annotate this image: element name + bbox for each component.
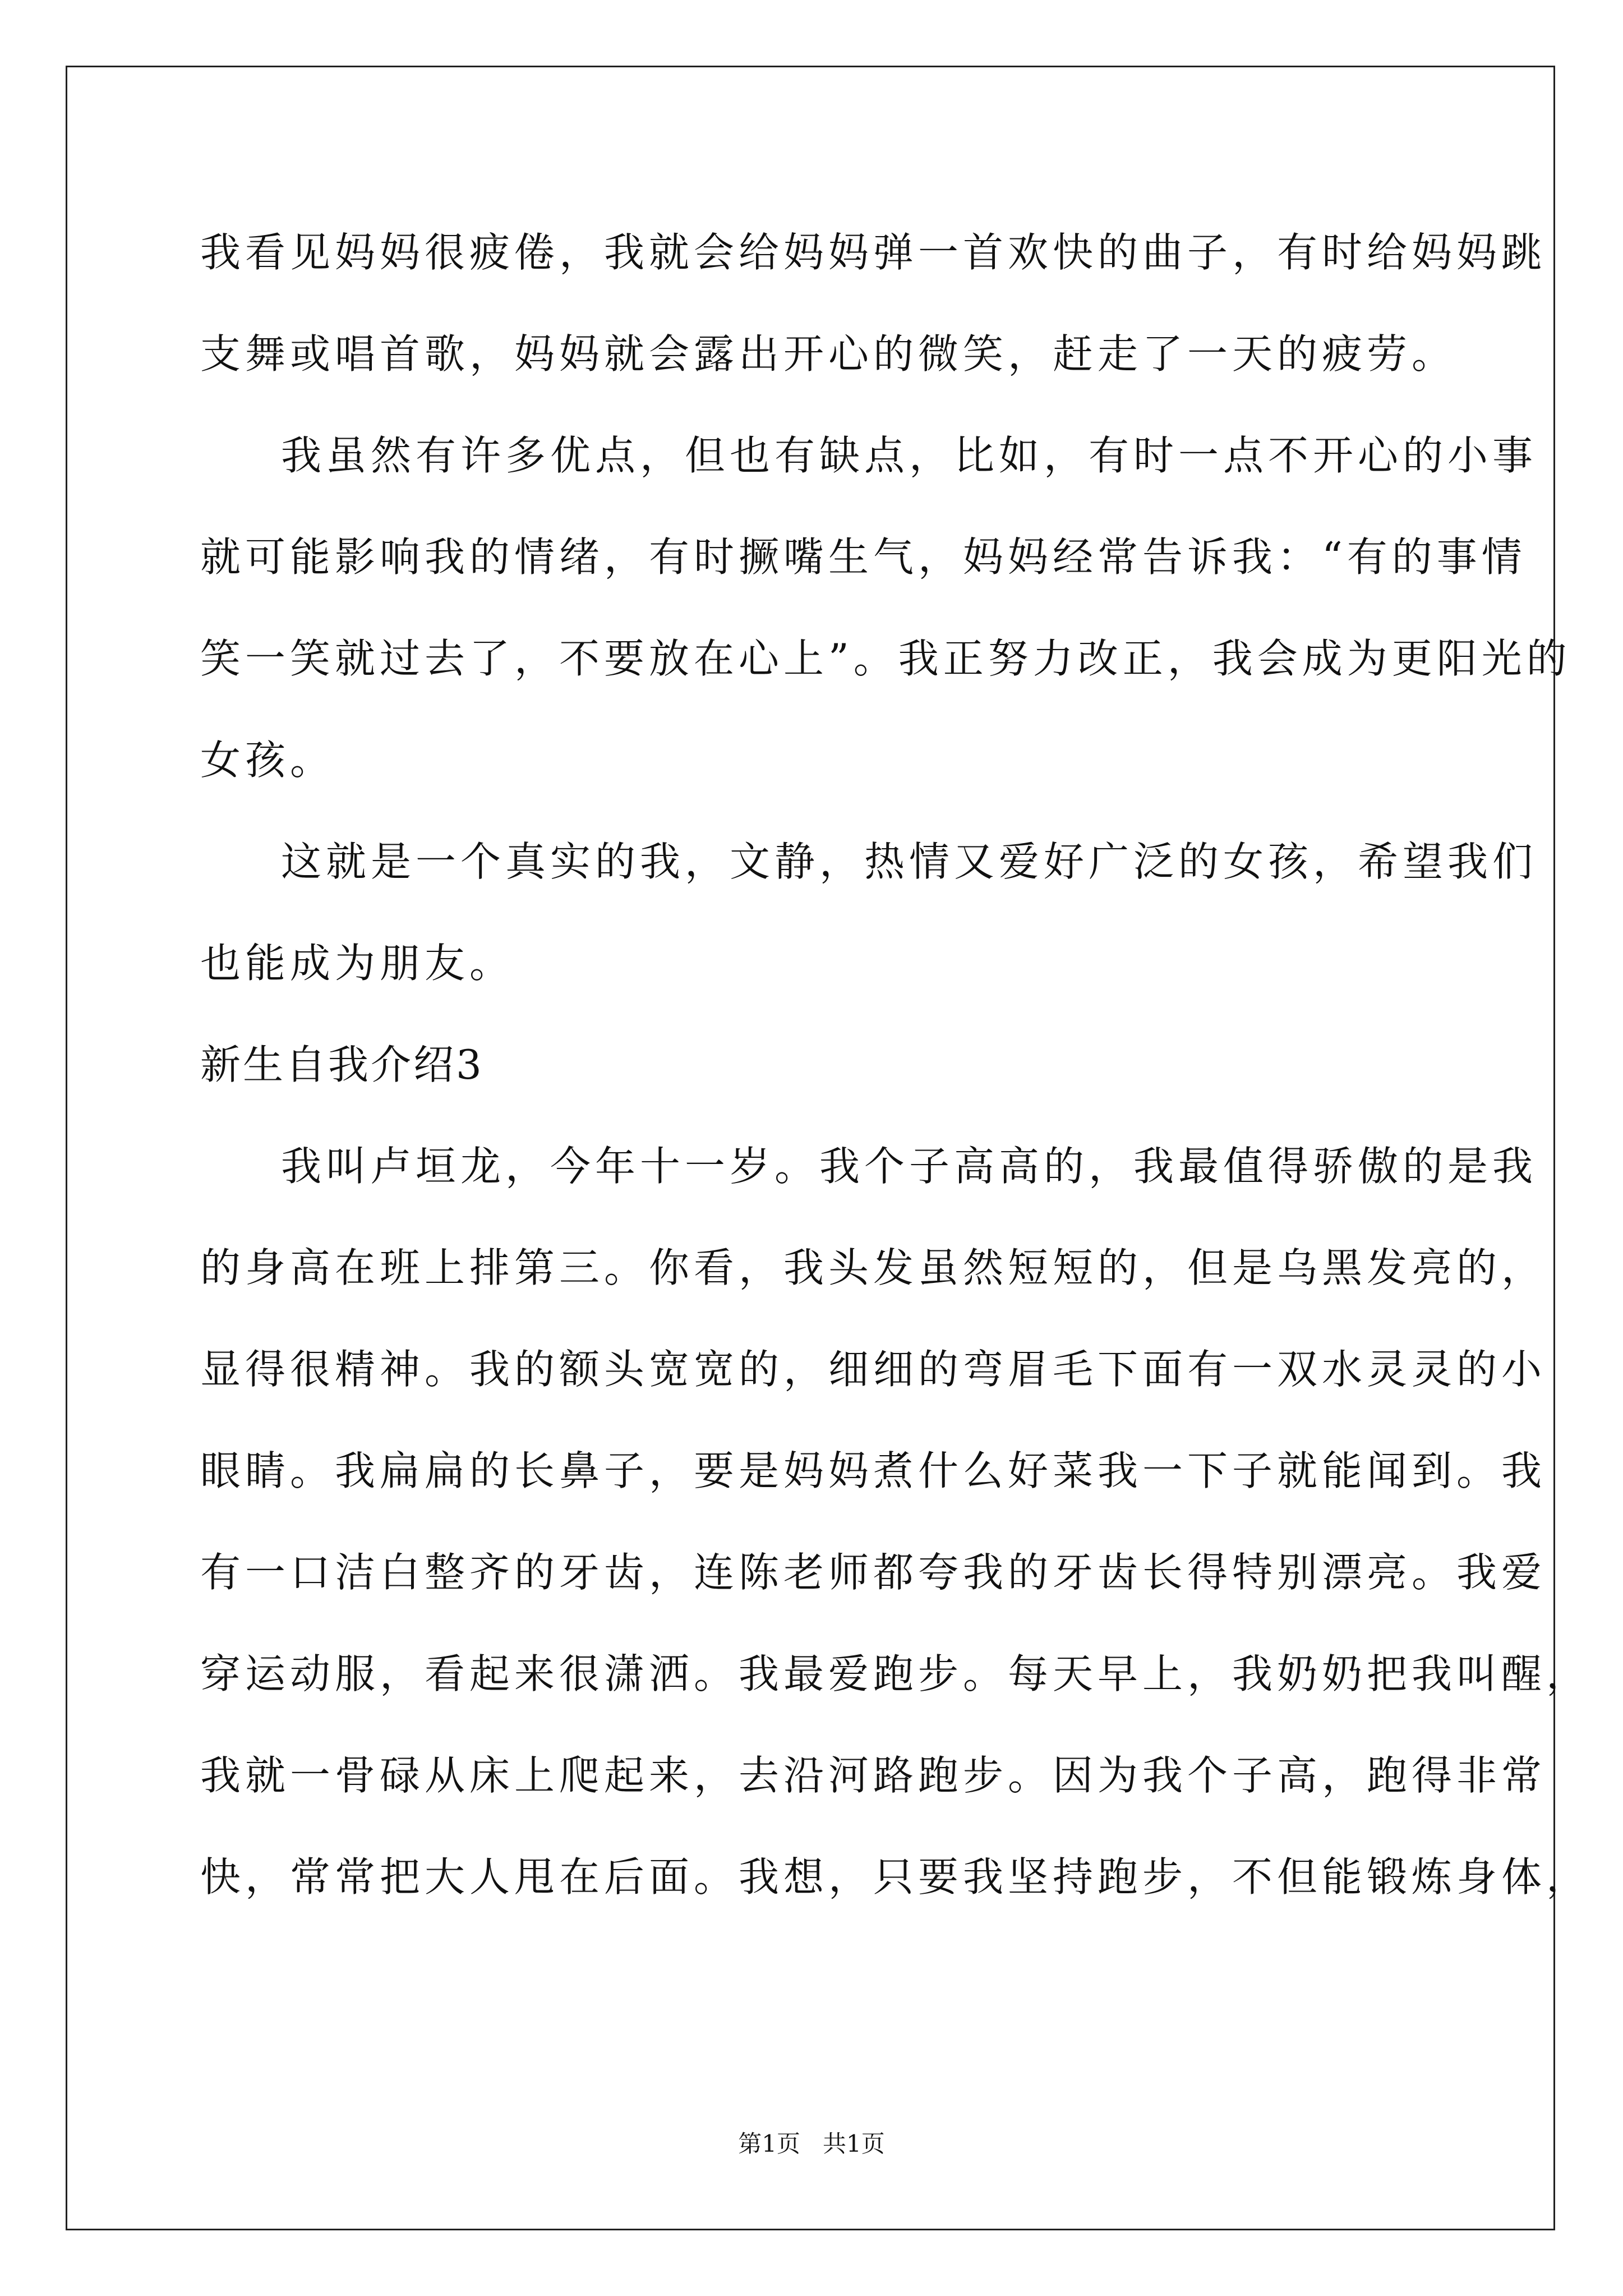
text-line: 女孩。 xyxy=(200,737,335,784)
text-line: 也能成为朋友。 xyxy=(200,940,515,987)
text-line: 支舞或唱首歌，妈妈就会露出开心的微笑，赶走了一天的疲劳。 xyxy=(200,330,1457,378)
document-body xyxy=(200,202,1592,1928)
text-line: 眼睛。我扁扁的长鼻子，要是妈妈煮什么好菜我一下子就能闻到。我 xyxy=(200,1447,1547,1494)
text-line: 我看见妈妈很疲倦，我就会给妈妈弹一首欢快的曲子，有时给妈妈跳 xyxy=(200,229,1547,276)
text-line: 就可能影响我的情绪，有时撅嘴生气，妈妈经常告诉我：“有的事情 xyxy=(200,533,1527,581)
text-line: 快，常常把大人甩在后面。我想，只要我坚持跑步，不但能锻炼身体， xyxy=(200,1853,1592,1901)
paragraph-start-line: 这就是一个真实的我，文静，热情又爱好广泛的女孩，希望我们 xyxy=(281,838,1538,885)
page-number: 第1页 xyxy=(738,2130,800,2157)
text-line: 穿运动服，看起来很潇洒。我最爱跑步。每天早上，我奶奶把我叫醒， xyxy=(200,1650,1592,1697)
text-line: 我就一骨碌从床上爬起来，去沿河路跑步。因为我个子高，跑得非常 xyxy=(200,1752,1547,1799)
paragraph-start-line: 我虽然有许多优点，但也有缺点，比如，有时一点不开心的小事 xyxy=(281,432,1538,479)
paragraph-start-line: 我叫卢垣龙，今年十一岁。我个子高高的，我最值得骄傲的是我 xyxy=(281,1143,1538,1190)
text-line: 有一口洁白整齐的牙齿，连陈老师都夸我的牙齿长得特别漂亮。我爱 xyxy=(200,1549,1547,1596)
section-heading: 新生自我介绍3 xyxy=(200,1041,484,1088)
page-footer xyxy=(0,2127,1623,2161)
text-line: 笑一笑就过去了，不要放在心上”。我正努力改正，我会成为更阳光的 xyxy=(200,635,1571,682)
text-line: 显得很精神。我的额头宽宽的，细细的弯眉毛下面有一双水灵灵的小 xyxy=(200,1346,1547,1393)
page-total: 共1页 xyxy=(823,2130,885,2157)
text-line: 的身高在班上排第三。你看，我头发虽然短短的，但是乌黑发亮的， xyxy=(200,1244,1547,1291)
